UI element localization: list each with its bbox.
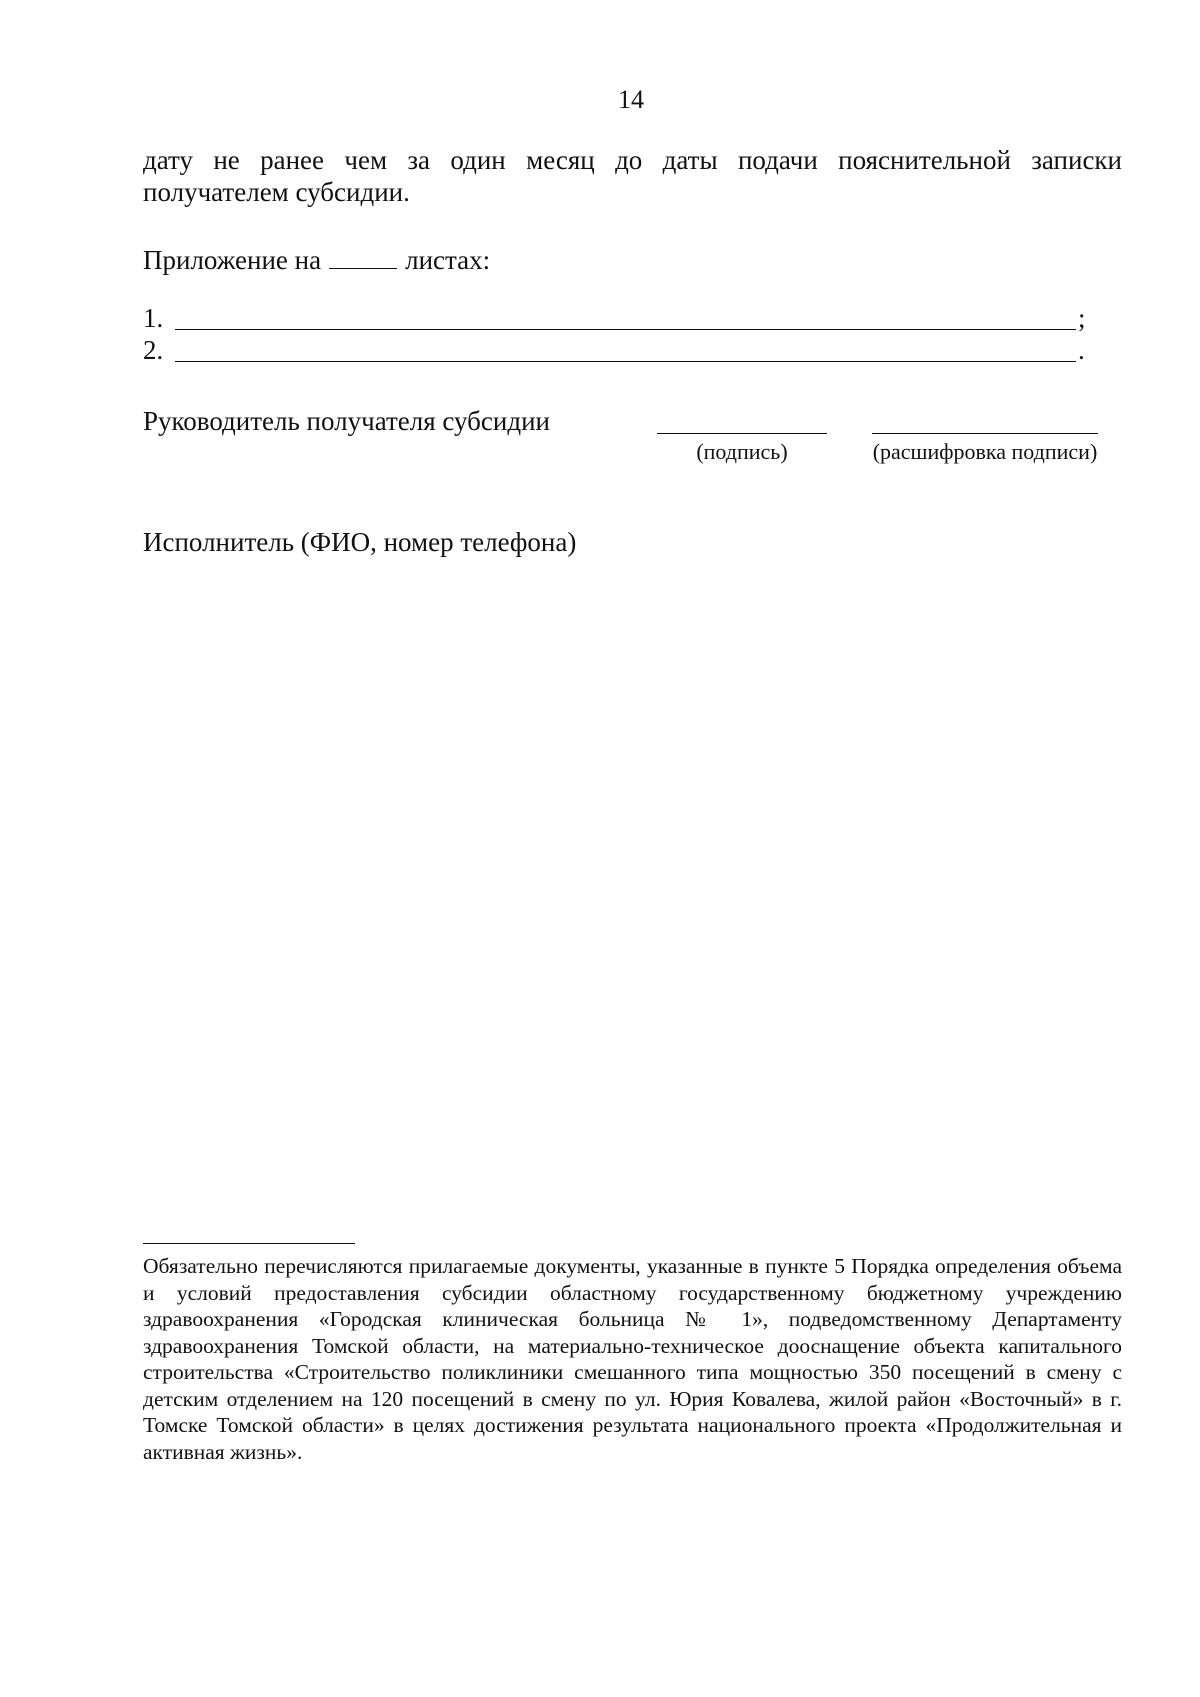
list-item-end: ; <box>1078 303 1086 333</box>
signature-blank[interactable] <box>657 433 827 434</box>
list-item-blank[interactable] <box>175 337 1076 362</box>
signature-decoding-blank[interactable] <box>872 433 1098 434</box>
executor-label: Исполнитель (ФИО, номер телефона) <box>143 527 577 557</box>
list-item-number: 2. <box>143 335 164 365</box>
signature-caption: (подпись) <box>696 439 788 464</box>
page-number: 14 <box>618 85 644 114</box>
sheet-count-blank[interactable] <box>329 244 397 269</box>
attachment-list-item <box>143 302 1088 334</box>
list-item-end: . <box>1078 335 1085 365</box>
attachment-list-item <box>143 334 1088 366</box>
list-item-blank[interactable] <box>175 305 1076 330</box>
attachment-line <box>143 244 490 276</box>
list-item-number: 1. <box>143 303 164 333</box>
footnote-text: Обязательно перечисляются прилагаемые документы, указанные в пункте 5 Порядка определения объема и условий предоставления субсидии областному государственному бюджетному учреждению здравоохранения «Городская клиническая больница № 1», подведомственному Департаменту здравоохранения Томской области, на материально-техническое дооснащение объекта капитального строительства «Строительство поликлиники смешанного типа мощностью 350 посещений в смену с детским отделением на 120 посещений в смену по ул. Юрия Ковалева, жилой район «Восточный» в г. Томске Томской области» в целях достижения результата национального проекта «Продолжительная и активная жизнь». <box>143 1254 1122 1464</box>
attachment-prefix: Приложение на <box>143 245 322 275</box>
continuation-paragraph: дату не ранее чем за один месяц до даты подачи пояснительной записки получателем субсидии. <box>143 145 1122 207</box>
footnote-divider <box>143 1243 355 1244</box>
signature-label: Руководитель получателя субсидии <box>143 406 550 436</box>
attachment-suffix: листах: <box>405 245 491 275</box>
signature-decoding-caption: (расшифровка подписи) <box>872 439 1098 464</box>
